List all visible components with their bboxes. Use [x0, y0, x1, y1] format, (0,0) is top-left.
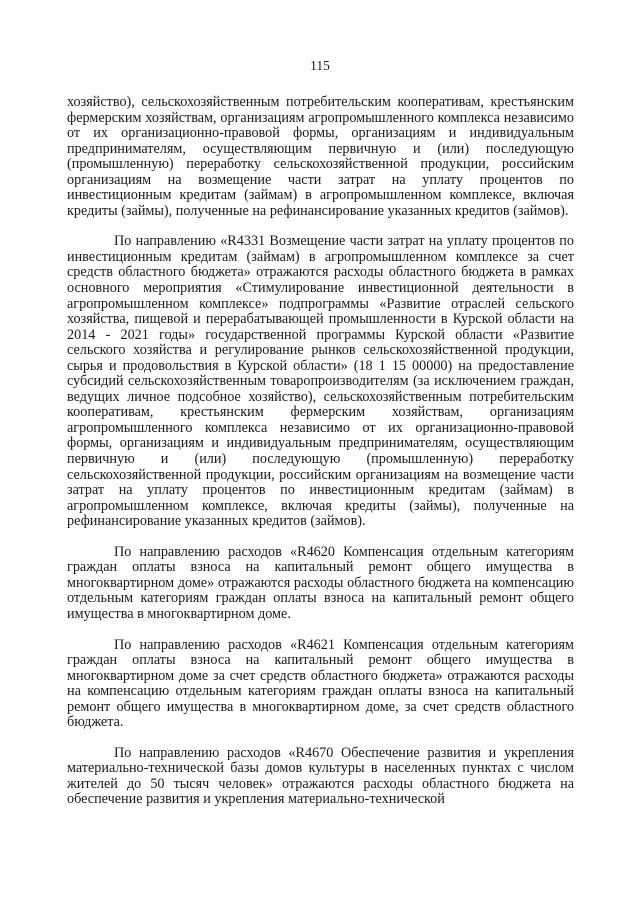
paragraph: По направлению расходов «R4620 Компенсация отдельным категориям граждан оплаты взноса на капитальный ремонт общего имущества в многоквартирном доме» отражаются расходы областного бюджета на компенсацию отдельным категориям граждан оплаты взноса на капитальный ремонт общего имущества в многоквартирном доме.	[67, 543, 574, 622]
paragraph: По направлению расходов «R4670 Обеспечение развития и укрепления материально-технической базы домов культуры в населенных пунктах с числом жителей до 50 тысяч человек» отражаются расходы областного бюджета на обеспечение развития и укрепления материально-технической	[67, 744, 574, 808]
page-number: 115	[310, 58, 330, 73]
paragraph-gap	[67, 219, 574, 234]
paragraph-gap	[67, 530, 574, 545]
paragraph-gap	[67, 731, 574, 746]
document-body	[67, 95, 574, 808]
paragraph: По направлению «R4331 Возмещение части затрат на уплату процентов по инвестиционным кредитам (займам) в агропромышленном комплексе за счет средств областного бюджета» отражаются расходы областного бюджета в рамках основного мероприятия «Стимулирование инвестиционной деятельности в агропромышленном комплексе» подпрограммы «Развитие отраслей сельского хозяйства, пищевой и перерабатывающей промышленности в Курской области на 2014 - 2021 годы» государственной программы Курской области «Развитие сельского хозяйства и регулирование рынков сельскохозяйственной продукции, сырья и продовольствия в Курской области» (18 1 15 00000) на предоставление субсидий сельскохозяйственным товаропроизводителям (за исключением граждан, ведущих личное подсобное хозяйство), сельскохозяйственным потребительским кооперативам, крестьянским фермерским хозяйствам, организациям агропромышленного комплекса независимо от их организационно-правовой формы, организациям и индивидуальным предпринимателям, осуществляющим первичную и (или) последующую (промышленную) переработку сельскохозяйственной продукции, российским организациям на возмещение части затрат на уплату процентов по инвестиционным кредитам (займам) в агропромышленном комплексе, включая кредиты (займы), полученные на рефинансирование указанных кредитов (займов).	[67, 233, 574, 530]
paragraph: По направлению расходов «R4621 Компенсация отдельным категориям граждан оплаты взноса на капитальный ремонт общего имущества в многоквартирном доме за счет средств областного бюджета» отражаются расходы на компенсацию отдельным категориям граждан оплаты взноса на капитальный ремонт общего имущества в многоквартирном доме, за счет средств областного бюджета.	[67, 636, 574, 731]
paragraph-gap	[67, 623, 574, 638]
paragraph: хозяйство), сельскохозяйственным потребительским кооперативам, крестьянским фермерским хозяйствам, организациям агропромышленного комплекса независимо от их организационно-правовой формы, организациям и индивидуальным предпринимателям, осуществляющим первичную и (или) последующую (промышленную) переработку сельскохозяйственной продукции, российским организациям на возмещение части затрат на уплату процентов по инвестиционным кредитам (займам) в агропромышленном комплексе, включая кредиты (займы), полученные на рефинансирование указанных кредитов (займов).	[67, 94, 574, 219]
